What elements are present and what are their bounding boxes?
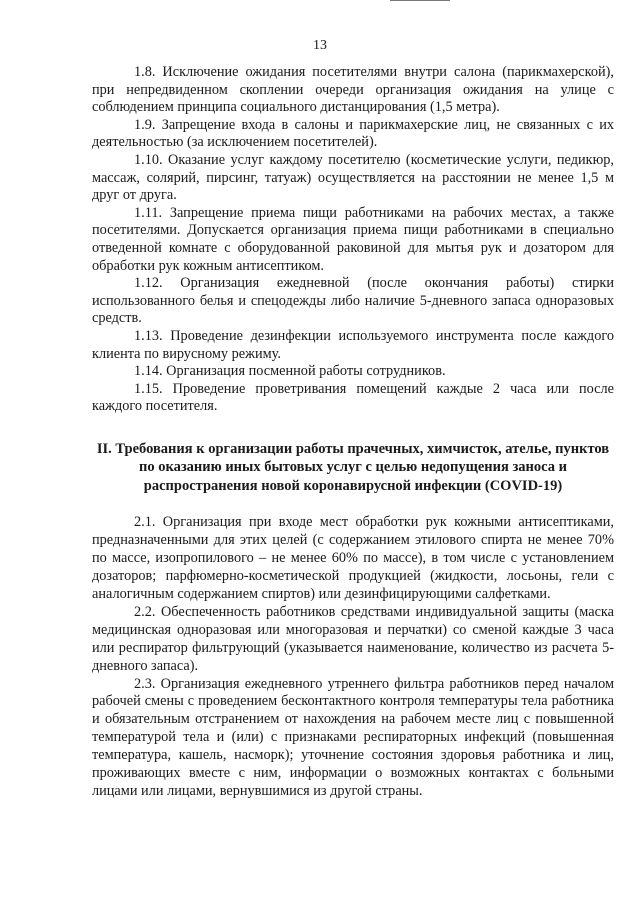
item-1-8: 1.8. Исключение ожидания посетителями внутри салона (парикмахерской), при непредвиденном скоплении очереди организация ожидания на улице с соблюдением принципа социального дистанцирования (1,5 метра). xyxy=(92,64,614,116)
item-1-14: 1.14. Организация посменной работы сотрудников. xyxy=(134,363,446,380)
page-number: 13 xyxy=(313,38,327,53)
section-2-heading: II. Требования к организации работы прачечных, химчисток, ателье, пунктов по оказанию иных бытовых услуг с целью недопущения заноса и распространения новой коронавирусной инфекции (COVID-19) xyxy=(96,440,610,494)
item-1-11: 1.11. Запрещение приема пищи работниками на рабочих местах, а также посетителями. Допускается организация приема пищи работниками в специально отведенной комнате с оборудованной раковиной для мытья рук и дозатором для обработки рук кожным антисептиком. xyxy=(92,204,614,274)
top-edge-mark xyxy=(390,0,450,4)
item-1-12: 1.12. Организация ежедневной (после окончания работы) стирки использованного белья и спецодежды либо наличие 5-дневного запаса одноразовых средств. xyxy=(92,275,614,327)
item-1-9: 1.9. Запрещение входа в салоны и парикмахерские лиц, не связанных с их деятельностью (за исключением посетителей). xyxy=(92,116,614,151)
item-2-2: 2.2. Обеспеченность работников средствами индивидуальной защиты (маска медицинская одноразовая или многоразовая и перчатки) со сменой каждые 3 часа или респиратор фильтрующий (указывается наименование, количество из расчета 5-дневного запаса). xyxy=(92,603,614,674)
item-2-3: 2.3. Организация ежедневного утреннего фильтра работников перед началом рабочей смены с проведением бесконтактного контроля температуры тела работника и обязательным отстранением от нахождения на рабочем месте лиц с повышенной температурой тела и (или) с признаками респираторных инфекций (повышенная температура, кашель, насморк); уточнение состояния здоровья работника и лиц, проживающих вместе с ним, информации о возможных контактах с больными лицами или лицами, вернувшимися из другой страны. xyxy=(92,675,614,799)
section-1-items xyxy=(92,64,614,416)
item-1-10: 1.10. Оказание услуг каждому посетителю (косметические услуги, педикюр, массаж, солярий, пирсинг, татуаж) осуществляется на расстоянии не менее 1,5 м друг от друга. xyxy=(92,151,614,204)
item-2-1: 2.1. Организация при входе мест обработки рук кожными антисептиками, предназначенными для этих целей (с содержанием этилового спирта не менее 70% по массе, изопропилового – не менее 60% по массе), в том числе с установлением дозаторов; парфюмерно-косметической продукцией (жидкости, лосьоны, гели с аналогичным содержанием спиртов) или дезинфицирующими салфетками. xyxy=(92,514,614,602)
section-2-items xyxy=(92,514,614,801)
document-body xyxy=(92,64,614,801)
item-1-15: 1.15. Проведение проветривания помещений каждые 2 часа или после каждого посетителя. xyxy=(92,380,614,415)
item-1-13: 1.13. Проведение дезинфекции используемого инструмента после каждого клиента по вирусному режиму. xyxy=(92,327,614,362)
